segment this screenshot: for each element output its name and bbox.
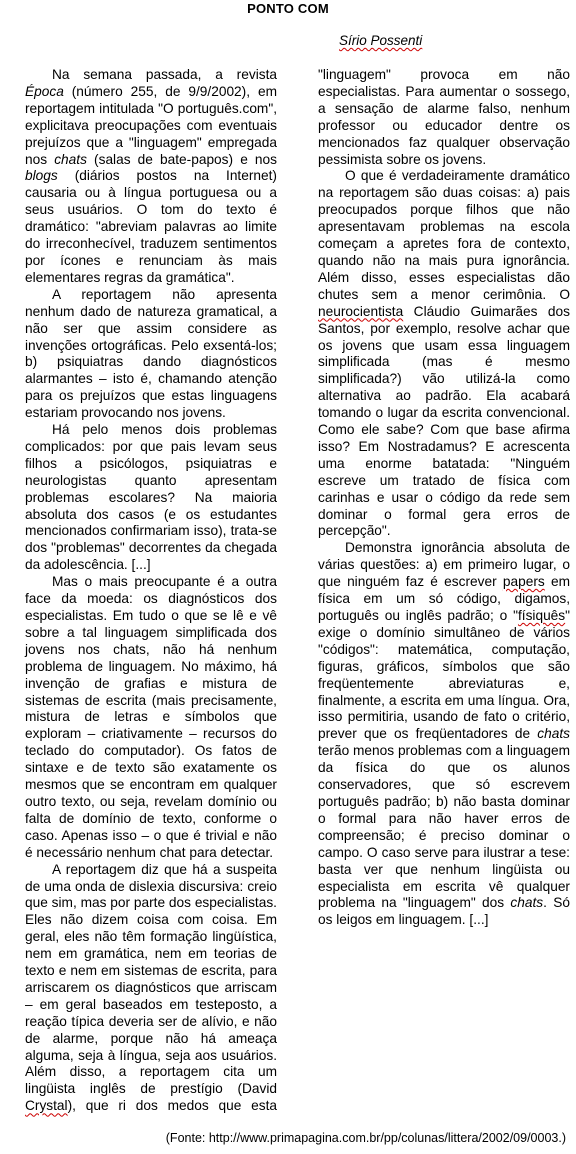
paragraph-5-text-c: ), que ri dos medos que esta "linguagem" provoca em não especialistas. Para aumentar o sossego, a sensação de alarme falso, nenhum professor ou educador dentre os mencionados faz qualquer observação pessimista sobre os jovens.	[67, 67, 570, 1114]
term-neurocientista: neurocientista	[318, 303, 404, 319]
term-chats: chats	[54, 151, 87, 167]
page-title: PONTO COM	[247, 1, 329, 16]
paragraph-1-text-a: Na semana passada, a revista	[52, 67, 277, 82]
paragraph-7-text-e: " exige o domínio simultâneo de vários "códigos": matemática, computação, figuras, gráficos, símbolos que são freqüentemente abreviaturas e, finalmente, a escrita em uma língua. Ora, isso permitiria, usando de fato o critério, prever que os freqüentadores de	[318, 608, 570, 742]
paragraph-7	[318, 540, 570, 929]
paragraph-4: Mas o mais preocupante é a outra face da moeda: os diagnósticos dos especialistas. Em tudo o que se lê e vê sobre a tal linguagem simplificada dos jovens nos chats, não há nenhum problema de linguagem. No máximo, há invenção de grafias e mistura de sistemas de escrita (mais precisamente, mistura de letras e símbolos que exploram – criativamente – recursos do teclado do computador). Os fatos de sintaxe e de texto são exatamente os mesmos que se encontram em qualquer outro texto, ou seja, revelam domínio ou falta de domínio de texto, conforme o caso. Apenas isso – o que é trivial e não é necessário nenhum chat para detectar.	[25, 574, 277, 860]
paragraph-6	[318, 168, 570, 540]
term-chats-2: chats	[537, 726, 570, 742]
paragraph-1-text-c: (número 255, de 9/9/2002), em reportagem intitulada "O português.com", explicitava preocupações com eventuais prejuízos que a "linguagem" empregada nos	[25, 83, 277, 167]
paragraph-6-text-a: O que é verdadeiramente dramático na reportagem são duas coisas: a) pais preocupados porque filhos que não apresentavam problemas na escola começam a apretes fora de contexto, quando não na mais pura ignorância. Além disso, esses especialistas dão chutes sem a menor cerimônia. O	[318, 168, 570, 302]
name-crystal: Crystal	[25, 1098, 68, 1114]
paragraph-7-text-i: . Só os leigos em linguagem. [...]	[318, 895, 570, 928]
term-papers: papers	[502, 574, 545, 590]
source-citation: (Fonte: http://www.primapagina.com.br/pp/colunas/littera/2002/09/0003.)	[165, 1131, 566, 1145]
article-body	[25, 67, 570, 1131]
term-blogs: blogs	[25, 168, 58, 184]
paragraph-5-text-a: A reportagem diz que há a suspeita de uma onda de dislexia discursiva: creio que sim, mas por parte dos especialistas. Eles não dizem coisa com coisa. Em geral, eles não têm formação lingüística, nem em gramática, nem em teorias de texto e nem em sistemas de escrita, para arriscarem os diagnósticos que arriscam – em geral baseados em testeposto, a reação típica deveria ser de alívio, e não de alarme, porque não há ameaça alguma, seja à língua, seja aos usuários. Além disso, a reportagem cita um lingüista inglês de prestígio (David	[25, 861, 277, 1097]
paragraph-3: Há pelo menos dois problemas complicados: por que pais levam seus filhos a psicólogos, psiquiatras e neurologistas quanto apresentam problemas escolares? Na maioria absoluta dos casos (e os estudantes mencionados confirmariam isso), trata-se dos "problemas" decorrentes da chegada da adolescência. [...]	[25, 422, 277, 573]
paragraph-1-text-e: (salas de bate-papos) e nos	[86, 151, 278, 167]
magazine-name: Época	[25, 83, 64, 99]
paragraph-7-text-g: terão menos problemas com a linguagem da física do que os alunos conservadores, que só escrevem português padrão; b) não basta dominar o formal para não haver erros de compreensão; é preciso dominar o campo. O caso serve para ilustrar a tese: basta ver que nenhum lingüista ou especialista em escrita vê qualquer problema na "linguagem" dos	[318, 743, 570, 911]
paragraph-1	[25, 67, 277, 287]
paragraph-6-text-c: Cláudio Guimarães dos Santos, por exemplo, resolve achar que os jovens que usam essa linguagem simplificada (mas é mesmo simplificada?) vão utilizá-la como alternativa ao padrão. Ela acabará tomando o lugar da escrita convencional. Como ele sabe? Com que base afirma isso? Em Nostradamus? E acrescenta uma enorme batatada: "Ninguém escreve um tratado de física com carinhas e usar o código da rede sem dominar o formal gera erros de percepção".	[318, 303, 570, 539]
author-name	[339, 33, 422, 49]
term-chats-3: chats	[510, 895, 544, 911]
paragraph-1-text-g: (diários postos na Internet) causaria ou à língua portuguesa ou a seus usuários. O tom do texto é dramático: "abreviam palavras ao limite do irreconhecível, traduzem sentimentos por ícones e renunciam às mais elementares regras da gramática".	[25, 168, 277, 285]
author-name-text: Sírio Possenti	[339, 33, 423, 48]
paragraph-2: A reportagem não apresenta nenhum dado de natureza gramatical, a não ser que assim considere as invenções ortográficas. Pelo exsentá-los; b) psiquiatras dando diagnósticos alarmantes – isto é, chamando atenção para os prejuízos que estas linguagens estariam provocando nos jovens.	[25, 286, 277, 421]
paragraph-7-text-c: em física em um só código, digamos, português ou inglês padrão; o "	[318, 574, 570, 623]
term-fisiques: físiquês	[517, 608, 566, 623]
paragraph-7-text-a: Demonstra ignorância absoluta de várias questões: a) em primeiro lugar, o que ninguém faz é escrever	[318, 540, 570, 590]
